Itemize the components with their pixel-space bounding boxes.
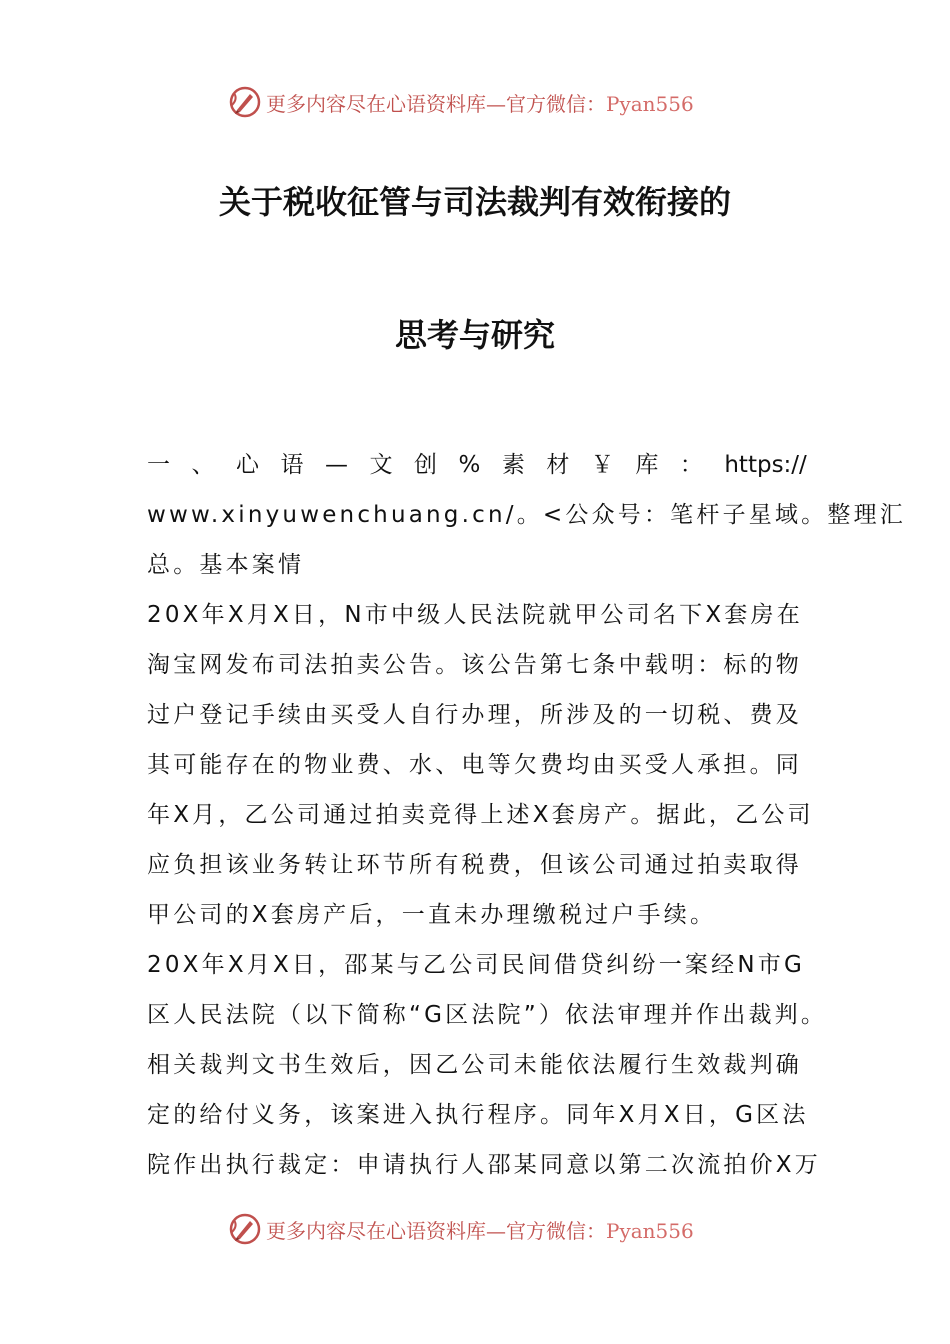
footer-watermark-banner <box>0 1209 950 1249</box>
body-line: www.xinyuwenchuang.cn/。<公众号：笔杆子星域。整理汇 <box>147 502 906 528</box>
document-title-line-1: 关于税收征管与司法裁判有效衔接的 <box>218 183 731 221</box>
header-watermark-banner <box>0 82 950 122</box>
body-line: 过户登记手续由买受人自行办理，所涉及的一切税、费及 <box>147 702 802 728</box>
body-line: 相关裁判文书生效后，因乙公司未能依法履行生效裁判确 <box>147 1052 802 1078</box>
wechat-id: Pyan556 <box>606 1218 694 1243</box>
document-body <box>147 440 906 1190</box>
body-line: 应负担该业务转让环节所有税费，但该公司通过拍卖取得 <box>147 852 802 878</box>
pen-logo-icon <box>228 1212 262 1246</box>
body-line: 区人民法院（以下简称“G区法院”）依法审理并作出裁判。 <box>147 1002 828 1028</box>
pen-logo-icon <box>228 85 262 119</box>
body-line-1: 一 、 心 语 — 文 创 % 素 材 ￥ 库 ： https:// <box>147 452 807 478</box>
body-line: 其可能存在的物业费、水、电等欠费均由买受人承担。同 <box>147 752 802 778</box>
body-line: 定的给付义务，该案进入执行程序。同年X月X日，G区法 <box>147 1102 809 1128</box>
body-line: 年X月，乙公司通过拍卖竞得上述X套房产。据此，乙公司 <box>147 802 814 828</box>
body-line: 总。基本案情 <box>147 552 305 578</box>
banner-text: 更多内容尽在心语资料库—官方微信：Pyan556 <box>266 91 694 116</box>
body-line: 甲公司的X套房产后，一直未办理缴税过户手续。 <box>147 902 717 928</box>
banner-text: 更多内容尽在心语资料库—官方微信：Pyan556 <box>266 1218 694 1243</box>
body-line: 淘宝网发布司法拍卖公告。该公告第七条中载明：标的物 <box>147 652 802 678</box>
body-line: 20X年X月X日，邵某与乙公司民间借贷纠纷一案经N市G <box>147 952 805 978</box>
body-line: 院作出执行裁定：申请执行人邵某同意以第二次流拍价X万 <box>147 1152 821 1178</box>
document-title-line-2: 思考与研究 <box>394 316 555 354</box>
wechat-id: Pyan556 <box>606 91 694 116</box>
body-line: 20X年X月X日，N市中级人民法院就甲公司名下X套房在 <box>147 602 803 628</box>
